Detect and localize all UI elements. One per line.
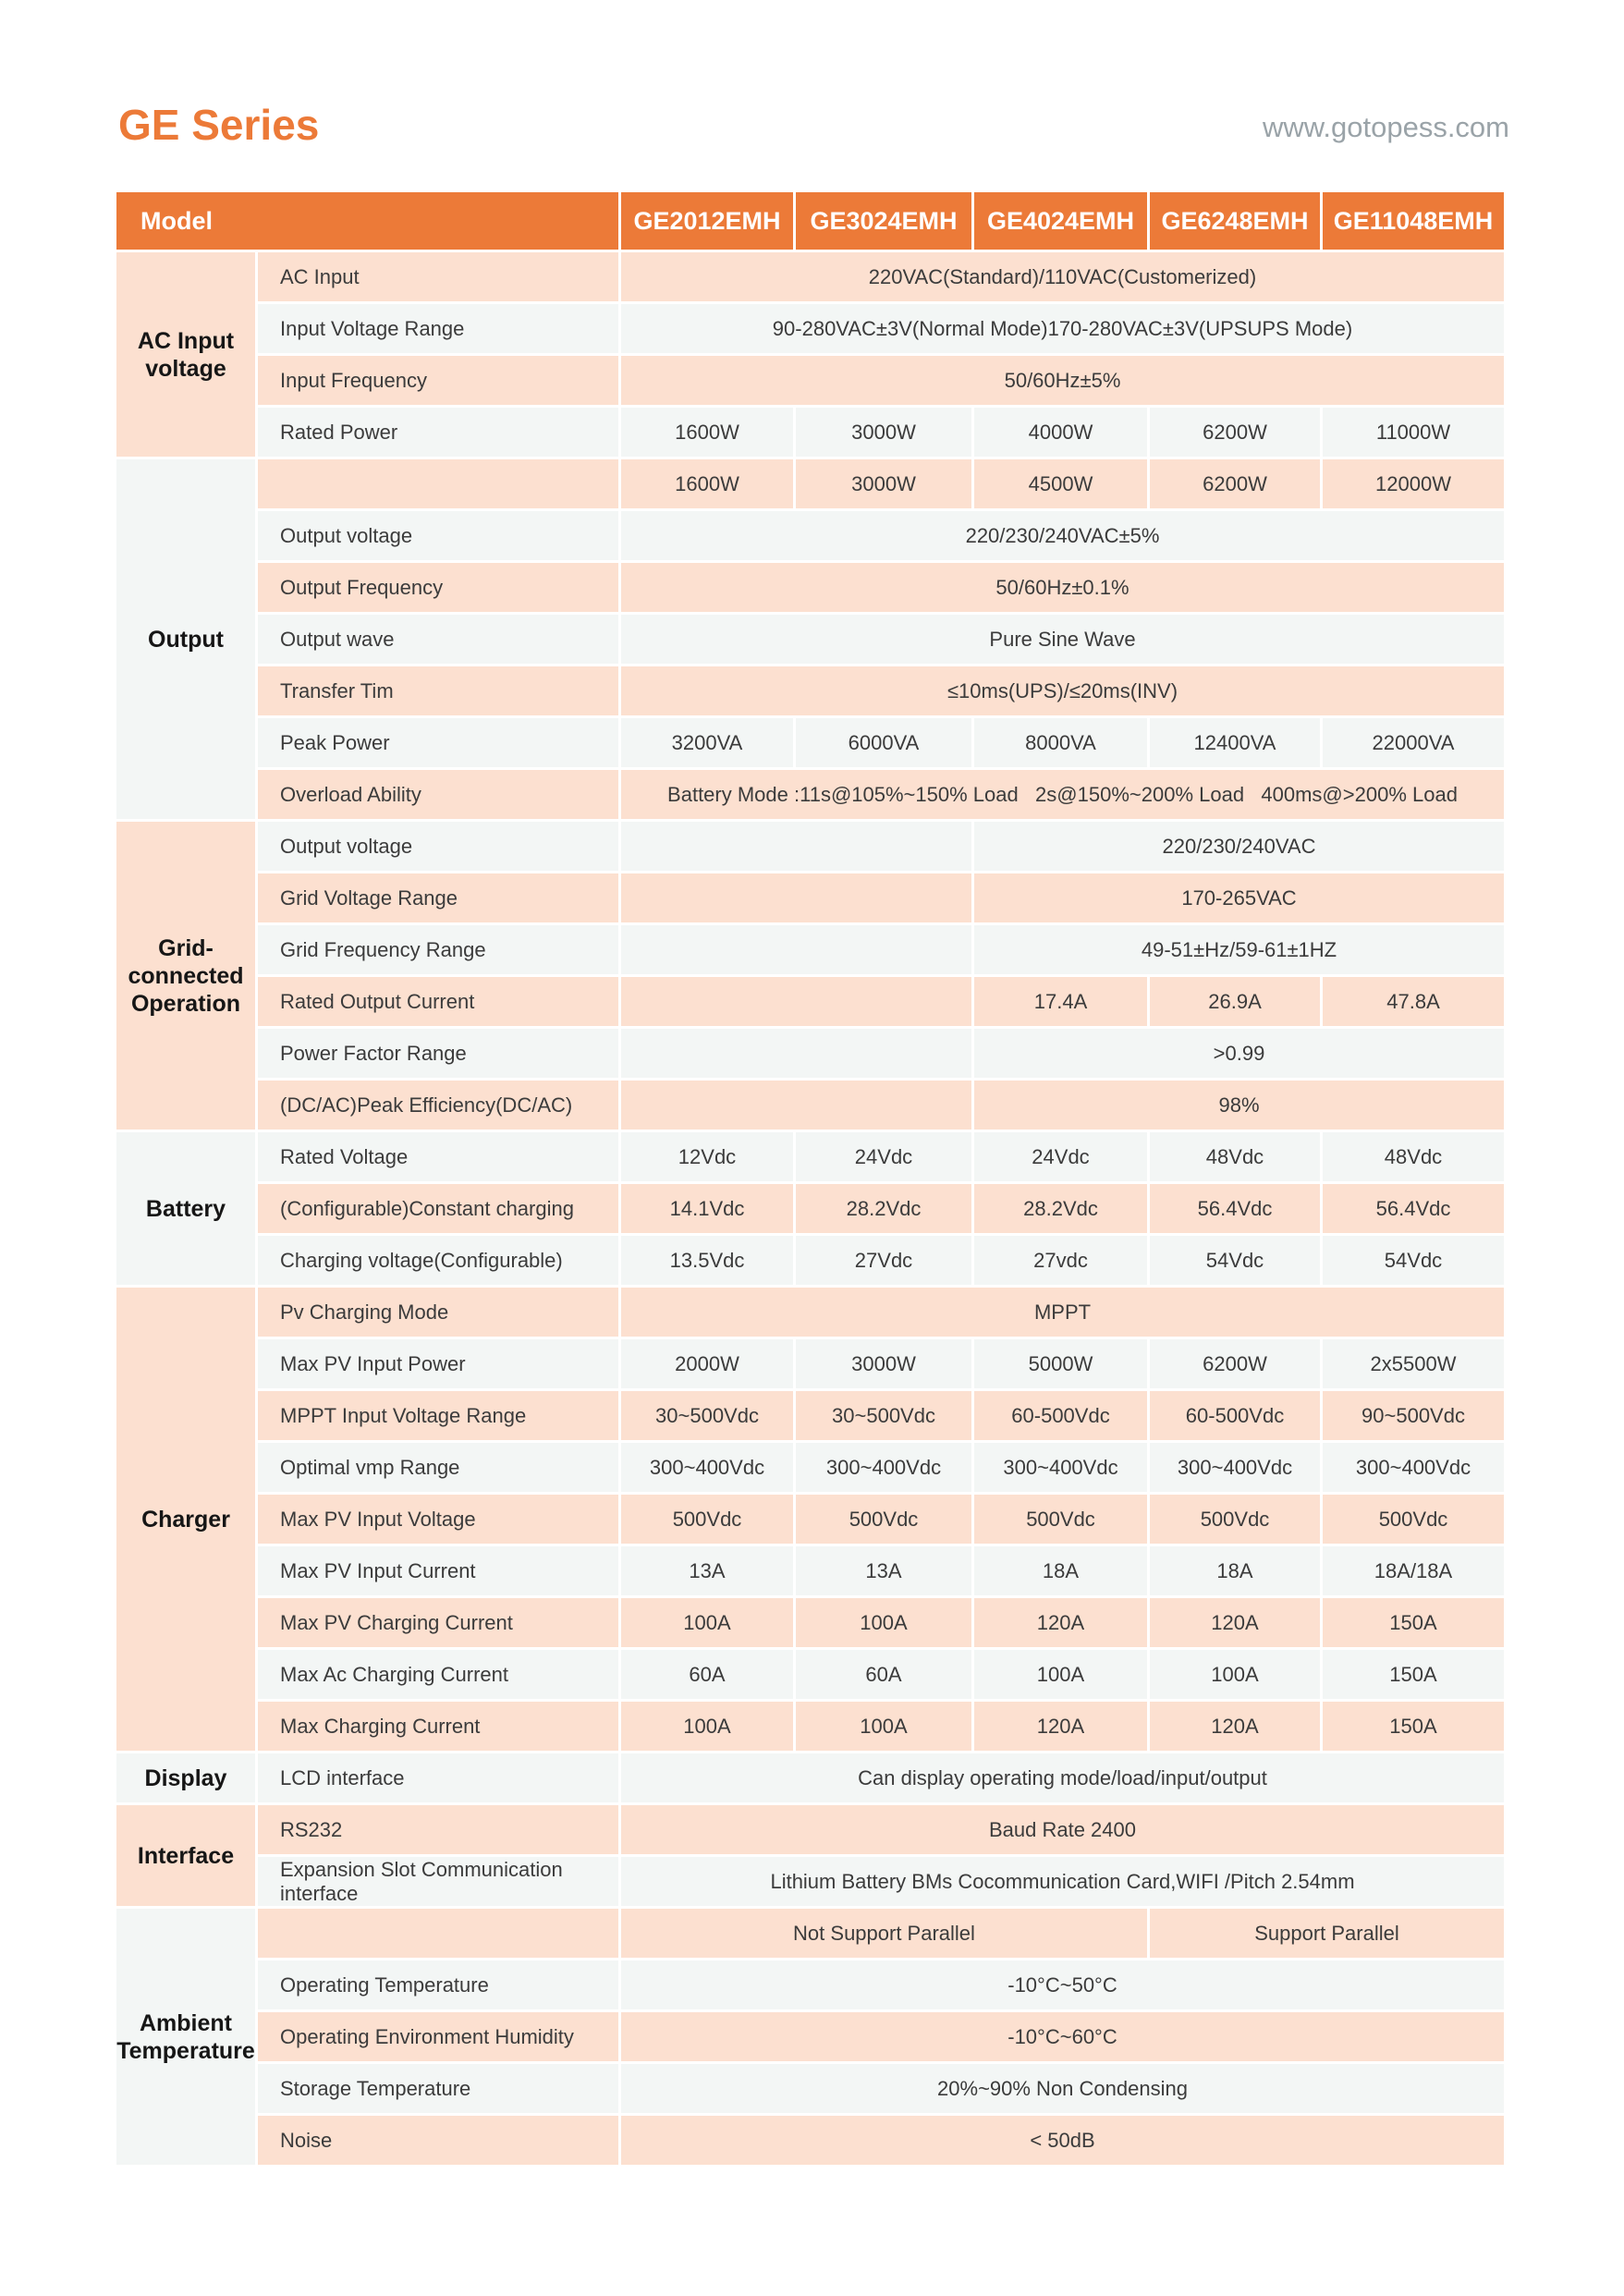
value-cell: 150A (1323, 1702, 1504, 1751)
value-cell: 2x5500W (1323, 1339, 1504, 1388)
value-cell: 150A (1323, 1650, 1504, 1699)
value-cell: 13A (796, 1546, 971, 1595)
value-cell: 54Vdc (1150, 1236, 1320, 1285)
value-cell: 30~500Vdc (621, 1391, 793, 1440)
model-header-cell: GE6248EMH (1150, 192, 1320, 250)
value-cell: 100A (621, 1702, 793, 1751)
param-label-cell: RS232 (258, 1805, 618, 1854)
value-cell: 100A (1150, 1650, 1320, 1699)
value-cell: 120A (1150, 1598, 1320, 1647)
value-cell: Baud Rate 2400 (621, 1805, 1504, 1854)
value-cell: 6000VA (796, 718, 971, 767)
value-cell: 17.4A (974, 977, 1147, 1026)
value-cell: -10°C~50°C (621, 1960, 1504, 2009)
value-cell: 28.2Vdc (974, 1184, 1147, 1233)
group-cell-battery: Battery (116, 1132, 255, 1285)
value-cell: ≤10ms(UPS)/≤20ms(INV) (621, 666, 1504, 715)
value-cell: 13A (621, 1546, 793, 1595)
value-cell: Not Support Parallel (621, 1909, 1147, 1958)
empty-cell (621, 1029, 971, 1078)
empty-cell (621, 925, 971, 974)
param-label-cell (258, 1909, 618, 1958)
param-label-cell: Max PV Charging Current (258, 1598, 618, 1647)
value-cell: 24Vdc (796, 1132, 971, 1181)
model-header-label: Model (116, 192, 618, 250)
param-label-cell: Overload Ability (258, 770, 618, 819)
value-cell: 220/230/240VAC (974, 822, 1504, 871)
value-cell: 11000W (1323, 408, 1504, 457)
value-cell: 170-265VAC (974, 873, 1504, 922)
value-cell: Lithium Battery BMs Cocommunication Card,WIFI /Pitch 2.54mm (621, 1857, 1504, 1906)
value-cell: 300~400Vdc (1323, 1443, 1504, 1492)
value-cell: 500Vdc (796, 1495, 971, 1544)
value-cell: 27vdc (974, 1236, 1147, 1285)
param-label-cell: Charging voltage(Configurable) (258, 1236, 618, 1285)
value-cell: 6200W (1150, 408, 1320, 457)
value-cell: 90~500Vdc (1323, 1391, 1504, 1440)
value-cell: 150A (1323, 1598, 1504, 1647)
param-label-cell: Storage Temperature (258, 2064, 618, 2113)
param-label-cell: Rated Voltage (258, 1132, 618, 1181)
value-cell: 90-280VAC±3V(Normal Mode)170-280VAC±3V(UPSUPS Mode) (621, 304, 1504, 353)
value-cell: 3000W (796, 1339, 971, 1388)
value-cell: 60A (621, 1650, 793, 1699)
value-cell: 100A (974, 1650, 1147, 1699)
param-label-cell: Peak Power (258, 718, 618, 767)
value-cell: 100A (796, 1702, 971, 1751)
empty-cell (621, 977, 971, 1026)
value-cell: 300~400Vdc (621, 1443, 793, 1492)
model-header-cell: GE3024EMH (796, 192, 971, 250)
value-cell: 120A (974, 1598, 1147, 1647)
value-cell: 500Vdc (974, 1495, 1147, 1544)
value-cell: 18A/18A (1323, 1546, 1504, 1595)
param-label-cell: Optimal vmp Range (258, 1443, 618, 1492)
value-cell: 120A (974, 1702, 1147, 1751)
value-cell: Pure Sine Wave (621, 615, 1504, 664)
value-cell: 18A (974, 1546, 1147, 1595)
model-header-cell: GE4024EMH (974, 192, 1147, 250)
param-label-cell: Max Ac Charging Current (258, 1650, 618, 1699)
value-cell: 100A (621, 1598, 793, 1647)
value-cell: 300~400Vdc (974, 1443, 1147, 1492)
value-cell: 48Vdc (1323, 1132, 1504, 1181)
empty-cell (621, 822, 971, 871)
value-cell: < 50dB (621, 2116, 1504, 2165)
value-cell: 500Vdc (1323, 1495, 1504, 1544)
value-cell: 3000W (796, 459, 971, 508)
value-cell: 56.4Vdc (1323, 1184, 1504, 1233)
param-label-cell: (Configurable)Constant charging (258, 1184, 618, 1233)
param-label-cell: Output voltage (258, 511, 618, 560)
param-label-cell: Output Frequency (258, 563, 618, 612)
value-cell: Support Parallel (1150, 1909, 1504, 1958)
param-label-cell: AC Input (258, 252, 618, 301)
value-cell: 50/60Hz±5% (621, 356, 1504, 405)
value-cell: 3200VA (621, 718, 793, 767)
param-label-cell: Operating Environment Humidity (258, 2012, 618, 2061)
value-cell: Can display operating mode/load/input/output (621, 1753, 1504, 1802)
value-cell: 28.2Vdc (796, 1184, 971, 1233)
value-cell: 300~400Vdc (1150, 1443, 1320, 1492)
value-cell: 20%~90% Non Condensing (621, 2064, 1504, 2113)
group-cell-charger: Charger (116, 1288, 255, 1751)
value-cell: 24Vdc (974, 1132, 1147, 1181)
value-cell: 47.8A (1323, 977, 1504, 1026)
value-cell: 8000VA (974, 718, 1147, 767)
value-cell: 3000W (796, 408, 971, 457)
value-cell: 98% (974, 1081, 1504, 1130)
value-cell: 60A (796, 1650, 971, 1699)
param-label-cell (258, 459, 618, 508)
value-cell: -10°C~60°C (621, 2012, 1504, 2061)
value-cell: 4500W (974, 459, 1147, 508)
param-label-cell: Pv Charging Mode (258, 1288, 618, 1337)
value-cell: 27Vdc (796, 1236, 971, 1285)
value-cell: 26.9A (1150, 977, 1320, 1026)
value-cell: 4000W (974, 408, 1147, 457)
value-cell: 54Vdc (1323, 1236, 1504, 1285)
value-cell: 5000W (974, 1339, 1147, 1388)
param-label-cell: Max Charging Current (258, 1702, 618, 1751)
value-cell: 12000W (1323, 459, 1504, 508)
value-cell: MPPT (621, 1288, 1504, 1337)
group-cell-display: Display (116, 1753, 255, 1802)
value-cell: 100A (796, 1598, 971, 1647)
value-cell: 30~500Vdc (796, 1391, 971, 1440)
page-title: GE Series (118, 101, 320, 149)
value-cell: 56.4Vdc (1150, 1184, 1320, 1233)
value-cell: 6200W (1150, 1339, 1320, 1388)
param-label-cell: MPPT Input Voltage Range (258, 1391, 618, 1440)
group-cell-output: Output (116, 459, 255, 819)
value-cell: 1600W (621, 459, 793, 508)
value-cell: 500Vdc (1150, 1495, 1320, 1544)
param-label-cell: LCD interface (258, 1753, 618, 1802)
param-label-cell: Output wave (258, 615, 618, 664)
value-cell: 14.1Vdc (621, 1184, 793, 1233)
value-cell: 60-500Vdc (1150, 1391, 1320, 1440)
group-cell-grid-connected-operation: Grid-connected Operation (116, 822, 255, 1130)
param-label-cell: Max PV Input Current (258, 1546, 618, 1595)
value-cell: 1600W (621, 408, 793, 457)
value-cell: 500Vdc (621, 1495, 793, 1544)
spec-table (116, 192, 1509, 2165)
param-label-cell: Expansion Slot Communication interface (258, 1857, 618, 1906)
group-cell-ambient-temperature: Ambient Temperature (116, 1909, 255, 2165)
value-cell: 12Vdc (621, 1132, 793, 1181)
param-label-cell: Grid Voltage Range (258, 873, 618, 922)
param-label-cell: Operating Temperature (258, 1960, 618, 2009)
empty-cell (621, 873, 971, 922)
param-label-cell: Input Voltage Range (258, 304, 618, 353)
value-cell: 300~400Vdc (796, 1443, 971, 1492)
value-cell: 60-500Vdc (974, 1391, 1147, 1440)
value-cell: 50/60Hz±0.1% (621, 563, 1504, 612)
value-cell: >0.99 (974, 1029, 1504, 1078)
param-label-cell: Input Frequency (258, 356, 618, 405)
param-label-cell: Transfer Tim (258, 666, 618, 715)
value-cell: 6200W (1150, 459, 1320, 508)
param-label-cell: Output voltage (258, 822, 618, 871)
value-cell: 120A (1150, 1702, 1320, 1751)
group-cell-interface: Interface (116, 1805, 255, 1906)
value-cell: Battery Mode :11s@105%~150% Load 2s@150%~200% Load 400ms@>200% Load (621, 770, 1504, 819)
value-cell: 48Vdc (1150, 1132, 1320, 1181)
param-label-cell: Noise (258, 2116, 618, 2165)
value-cell: 220/230/240VAC±5% (621, 511, 1504, 560)
model-header-cell: GE2012EMH (621, 192, 793, 250)
value-cell: 220VAC(Standard)/110VAC(Customerized) (621, 252, 1504, 301)
value-cell: 12400VA (1150, 718, 1320, 767)
value-cell: 18A (1150, 1546, 1320, 1595)
value-cell: 49-51±Hz/59-61±1HZ (974, 925, 1504, 974)
model-header-cell: GE11048EMH (1323, 192, 1504, 250)
value-cell: 22000VA (1323, 718, 1504, 767)
param-label-cell: Rated Power (258, 408, 618, 457)
param-label-cell: (DC/AC)Peak Efficiency(DC/AC) (258, 1081, 618, 1130)
param-label-cell: Rated Output Current (258, 977, 618, 1026)
param-label-cell: Max PV Input Power (258, 1339, 618, 1388)
website-url: www.gotopess.com (1262, 111, 1509, 143)
param-label-cell: Power Factor Range (258, 1029, 618, 1078)
param-label-cell: Grid Frequency Range (258, 925, 618, 974)
empty-cell (621, 1081, 971, 1130)
group-cell-ac-input-voltage: AC Input voltage (116, 252, 255, 457)
value-cell: 13.5Vdc (621, 1236, 793, 1285)
param-label-cell: Max PV Input Voltage (258, 1495, 618, 1544)
value-cell: 2000W (621, 1339, 793, 1388)
